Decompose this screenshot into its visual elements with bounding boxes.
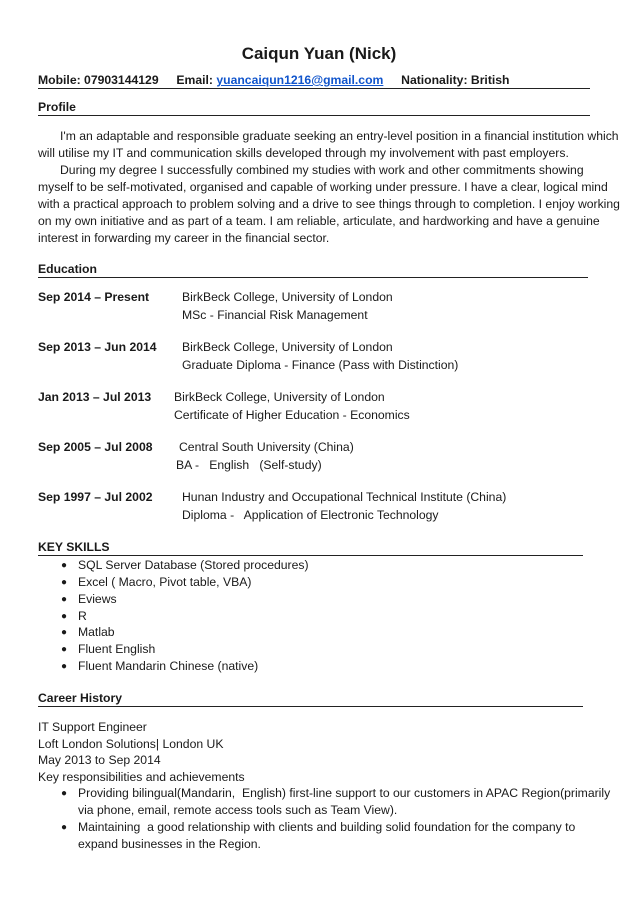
education-qualification: BA - English (Self-study)	[176, 458, 322, 472]
skill-item: SQL Server Database (Stored procedures)	[78, 558, 309, 572]
nationality-value: British	[470, 73, 510, 87]
contact-line	[38, 73, 590, 89]
career-heading: Career History	[38, 691, 583, 707]
skill-item: Excel ( Macro, Pivot table, VBA)	[78, 575, 252, 589]
responsibility-line: expand businesses in the Region.	[78, 837, 261, 851]
bullet-icon: ●	[61, 661, 68, 672]
mobile-number: 07903144129	[84, 73, 159, 87]
responsibility-line: via phone, email, remote access tools such as Team View).	[78, 803, 398, 817]
responsibility-line: Providing bilingual(Mandarin, English) first-line support to our customers in APAC Region(primarily	[78, 786, 611, 800]
bullet-icon: ●	[61, 822, 68, 833]
bullet-icon: ●	[61, 560, 68, 571]
profile-line: interest in forwarding my career in the financial sector.	[38, 231, 330, 245]
resume-name: Caiqun Yuan (Nick)	[241, 44, 397, 63]
bullet-icon: ●	[61, 611, 68, 622]
email-link[interactable]: yuancaiqun1216@gmail.com	[216, 73, 384, 87]
education-heading: Education	[38, 262, 588, 278]
employment-period: May 2013 to Sep 2014	[38, 753, 161, 767]
education-institution: Central South University (China)	[179, 440, 354, 454]
education-qualification: MSc - Financial Risk Management	[182, 308, 368, 322]
bullet-icon: ●	[61, 577, 68, 588]
bullet-icon: ●	[61, 627, 68, 638]
education-dates: Sep 2005 – Jul 2008	[38, 440, 153, 454]
education-qualification: Certificate of Higher Education - Economics	[174, 408, 410, 422]
mobile-label: Mobile:	[38, 73, 81, 87]
education-institution: BirkBeck College, University of London	[182, 290, 393, 304]
education-institution: Hunan Industry and Occupational Technical Institute (China)	[182, 490, 507, 504]
profile-line: myself to be self-motivated, organised and capable of working under pressure. I have a clear, logical mind	[38, 180, 608, 194]
profile-line: I'm an adaptable and responsible graduate seeking an entry-level position in a financial institution which	[60, 129, 619, 143]
skills-heading: KEY SKILLS	[38, 540, 583, 556]
education-institution: BirkBeck College, University of London	[174, 390, 385, 404]
education-institution: BirkBeck College, University of London	[182, 340, 393, 354]
bullet-icon: ●	[61, 594, 68, 605]
education-dates: Sep 2013 – Jun 2014	[38, 340, 157, 354]
education-dates: Jan 2013 – Jul 2013	[38, 390, 152, 404]
bullet-icon: ●	[61, 788, 68, 799]
skill-item: Eviews	[78, 592, 117, 606]
profile-heading: Profile	[38, 100, 590, 116]
responsibility-line: Maintaining a good relationship with clients and building solid foundation for the company to	[78, 820, 576, 834]
profile-line: on my own initiative and as part of a team. I am reliable, articulate, and hardworking and have a genuine	[38, 214, 600, 228]
company: Loft London Solutions| London UK	[38, 737, 224, 751]
skill-item: Fluent English	[78, 642, 156, 656]
profile-line: with a practical approach to problem solving and a drive to see things through to completion. I enjoy working	[38, 197, 620, 211]
education-qualification: Graduate Diploma - Finance (Pass with Distinction)	[182, 358, 459, 372]
skill-item: Matlab	[78, 625, 115, 639]
responsibilities-heading: Key responsibilities and achievements	[38, 770, 245, 784]
profile-line: will utilise my IT and communication skills developed through my involvement with past employers.	[38, 146, 569, 160]
email-label: Email:	[176, 73, 213, 87]
nationality-label: Nationality:	[401, 73, 468, 87]
bullet-icon: ●	[61, 644, 68, 655]
education-dates: Sep 1997 – Jul 2002	[38, 490, 153, 504]
job-title: IT Support Engineer	[38, 720, 147, 734]
skill-item: Fluent Mandarin Chinese (native)	[78, 659, 259, 673]
education-qualification: Diploma - Application of Electronic Technology	[182, 508, 439, 522]
education-dates: Sep 2014 – Present	[38, 290, 150, 304]
skill-item: R	[78, 609, 87, 623]
profile-line: During my degree I successfully combined my studies with work and other commitments showing	[60, 163, 584, 177]
